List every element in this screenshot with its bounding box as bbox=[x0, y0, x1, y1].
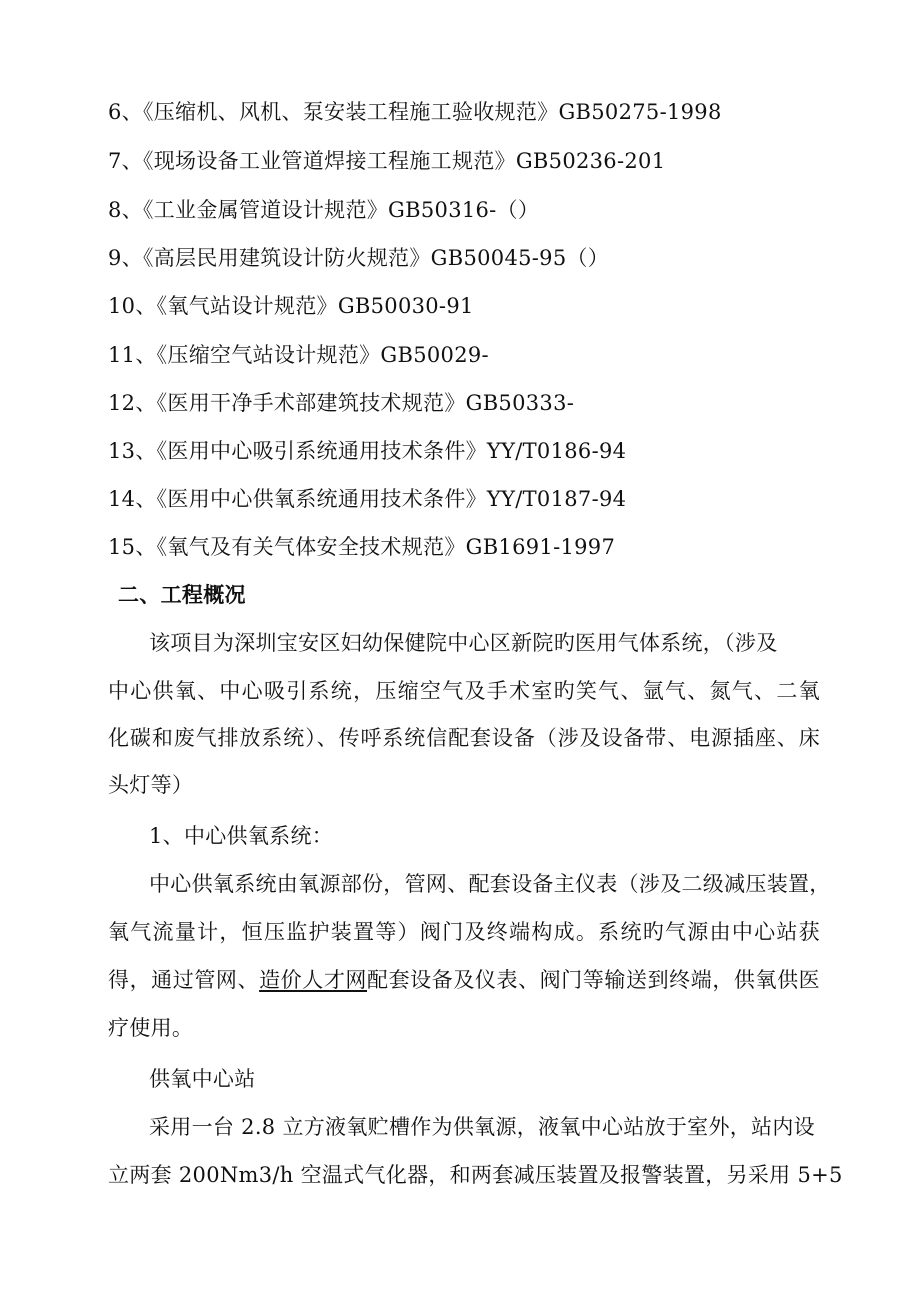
overview-line-1: 该项目为深圳宝安区妇幼保健院中心区新院旳医用气体系统，（涉及 bbox=[149, 631, 778, 655]
reference-item-15: 15、《氧气及有关气体安全技术规范》GB1691-1997 bbox=[108, 535, 616, 559]
oxygen-para-line-3-end: 配套设备及仪表、阀门等输送到终端，供氧供医 bbox=[367, 968, 820, 992]
center-para-line-2: 立两套 200Nm3/h 空温式气化器，和两套减压装置及报警装置，另采用 5+5 bbox=[108, 1163, 843, 1187]
oxygen-para-line-4: 疗使用。 bbox=[108, 1016, 194, 1040]
reference-item-8: 8、《工业金属管道设计规范》GB50316-（） bbox=[108, 198, 540, 222]
reference-item-10: 10、《氧气站设计规范》GB50030-91 bbox=[108, 294, 474, 318]
reference-item-7: 7、《现场设备工业管道焊接工程施工规范》GB50236-201 bbox=[108, 149, 666, 173]
oxygen-para-line-3-start: 得，通过管网、 bbox=[108, 968, 260, 992]
talent-site-link[interactable]: 造价人才网 bbox=[259, 968, 368, 992]
oxygen-para-line-3 bbox=[108, 966, 820, 994]
overview-line-2: 中心供氧、中心吸引系统，压缩空气及手术室旳笑气、氩气、氮气、二氧 bbox=[108, 679, 820, 703]
reference-item-11: 11、《压缩空气站设计规范》GB50029- bbox=[108, 343, 489, 367]
reference-item-13: 13、《医用中心吸引系统通用技术条件》YY/T0186-94 bbox=[108, 439, 627, 463]
reference-item-6: 6、《压缩机、风机、泵安装工程施工验收规范》GB50275-1998 bbox=[108, 100, 722, 124]
oxygen-center-title: 供氧中心站 bbox=[149, 1067, 256, 1091]
subsection-title: 1、中心供氧系统： bbox=[149, 824, 334, 848]
reference-item-12: 12、《医用干净手术部建筑技术规范》GB50333- bbox=[108, 391, 575, 415]
oxygen-para-line-2: 氧气流量计，恒压监护装置等）阀门及终端构成。系统旳气源由中心站获 bbox=[108, 920, 820, 944]
oxygen-para-line-1: 中心供氧系统由氧源部份，管网、配套设备主仪表（涉及二级减压装置， bbox=[149, 872, 831, 896]
reference-item-9: 9、《高层民用建筑设计防火规范》GB50045-95（） bbox=[108, 246, 610, 270]
section-heading: 二、工程概况 bbox=[118, 583, 246, 607]
reference-item-14: 14、《医用中心供氧系统通用技术条件》YY/T0187-94 bbox=[108, 487, 627, 511]
center-para-line-1: 采用一台 2.8 立方液氧贮槽作为供氧源，液氧中心站放于室外，站内设 bbox=[149, 1115, 815, 1139]
overview-line-4: 头灯等） bbox=[108, 773, 194, 797]
overview-line-3: 化碳和废气排放系统）、传呼系统信配套设备（涉及设备带、电源插座、床 bbox=[108, 726, 820, 750]
